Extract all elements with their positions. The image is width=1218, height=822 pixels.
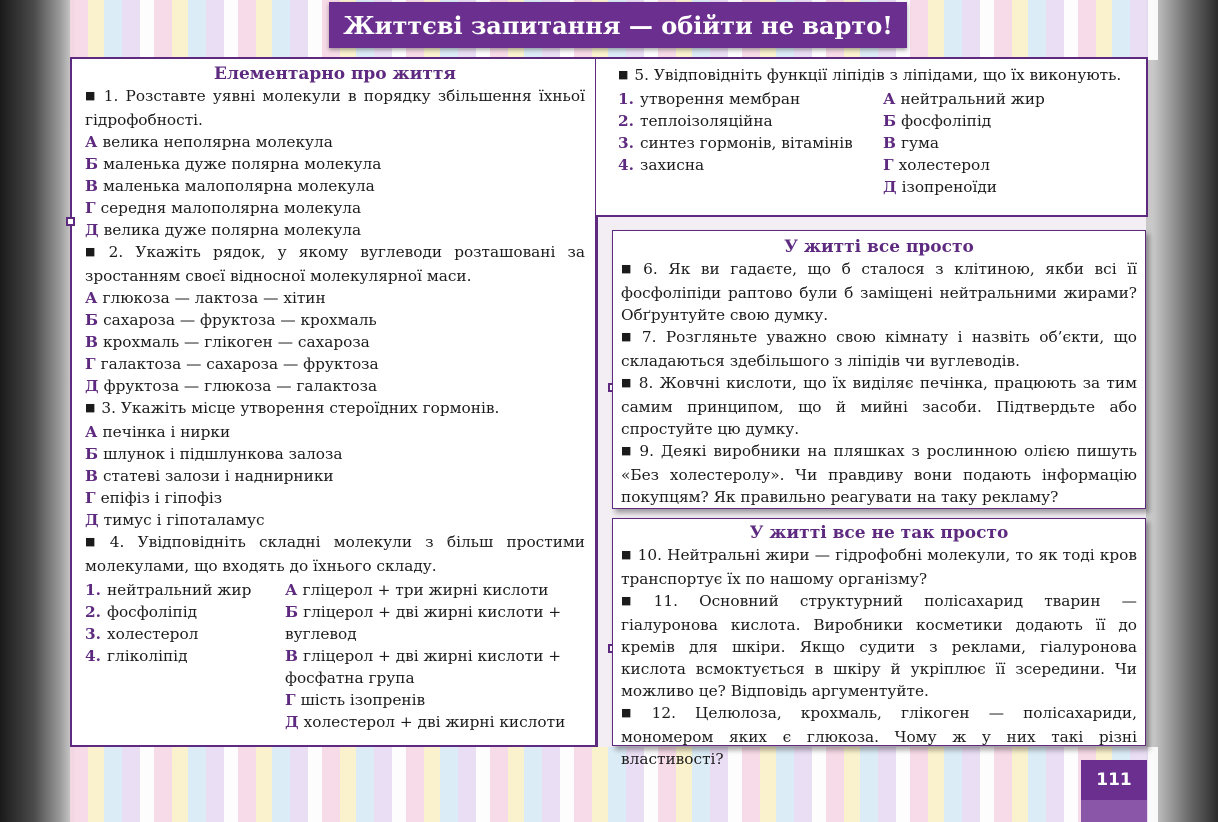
question-1: ■ 1. Розставте уявні молекули в порядку збільшення їхньої гідрофобності. xyxy=(85,85,585,131)
option: В гліцерол + дві жирні кислоти + фосфатна група xyxy=(285,647,562,687)
connector-marker xyxy=(66,217,75,226)
option: А печінка і нирки xyxy=(85,423,231,441)
option: Д холестерол + дві жирні кислоти xyxy=(285,713,566,731)
option: В статеві залози і наднирники xyxy=(85,467,334,485)
question-5: ■ 5. Увідповідніть функції ліпідів з ліпідами, що їх виконують. xyxy=(618,64,1122,88)
numbered-item: 1. нейтральний жир xyxy=(85,581,252,599)
option: Г середня малополярна молекула xyxy=(85,199,362,217)
section-heading-not-simple: У житті все не так просто xyxy=(749,523,1009,543)
option: Д фруктоза — глюкоза — галактоза xyxy=(85,377,378,395)
option: В крохмаль — глікоген — сахароза xyxy=(85,333,370,351)
option: Д тимус і гіпоталамус xyxy=(85,511,265,529)
option: Б маленька дуже полярна молекула xyxy=(85,155,382,173)
question-6: ■ 6. Як ви гадаєте, що б сталося з клітиною, якби всі її фосфоліпіди раптово були б заміщені нейтральними жирами? Обґрунтуйте свою думку. xyxy=(621,258,1137,326)
question-9: ■ 9. Деякі виробники на пляшках з рослинною олією пишуть «Без холестеролу». Чи правдиву вони подають інформацію покупцям? Як правильно реагувати на таку рекламу? xyxy=(621,440,1137,508)
box-not-simple xyxy=(612,518,1146,768)
question-7: ■ 7. Розгляньте уважно свою кімнату і назвіть об’єкти, що складаються здебільшого з ліпідів чи вуглеводів. xyxy=(621,326,1137,372)
question-11: ■ 11. Основний структурний полісахарид тварин — гіалуронова кислота. Виробники косметики додають її до кремів для шкіри. Якщо судити з реклами, гіалуронова кислота всмоктується в шкіру й укріплює її зсередини. Чи можливо це? Відповідь аргументуйте. xyxy=(621,590,1137,702)
option: А велика неполярна молекула xyxy=(85,133,333,151)
numbered-item: 4. гліколіпід xyxy=(85,647,188,665)
background-right-shade xyxy=(1146,0,1218,822)
box-question-5 xyxy=(596,57,1148,217)
q5-match-table xyxy=(618,88,1122,198)
connector-line xyxy=(596,215,616,217)
option: Б сахароза — фруктоза — крохмаль xyxy=(85,311,377,329)
q2-options xyxy=(85,287,585,397)
background-left-shade xyxy=(0,0,75,822)
q5-numbered-column xyxy=(618,88,883,198)
option: Г галактоза — сахароза — фруктоза xyxy=(85,355,379,373)
q5-letter-column xyxy=(883,88,1113,198)
box-simple xyxy=(612,230,1146,509)
page-number: 111 xyxy=(1081,760,1147,800)
numbered-item: 3. холестерол xyxy=(85,625,199,643)
option: А глюкоза — лактоза — хітин xyxy=(85,289,326,307)
question-2: ■ 2. Укажіть рядок, у якому вуглеводи розташовані за зростанням своєї відносної молекулярної маси. xyxy=(85,241,585,287)
question-10: ■ 10. Нейтральні жири — гідрофобні молекули, то як тоді кров транспортує їх по нашому організму? xyxy=(621,544,1137,590)
option: Б фосфоліпід xyxy=(883,112,992,130)
section-heading-simple: У житті все просто xyxy=(784,237,974,257)
option: Г холестерол xyxy=(883,156,990,174)
question-3: ■ 3. Укажіть місце утворення стероїдних гормонів. xyxy=(85,397,585,421)
numbered-item: 2. теплоізоляційна xyxy=(618,112,773,130)
option: Г шість ізопренів xyxy=(285,691,426,709)
q4-match-table xyxy=(85,579,585,733)
question-4: ■ 4. Увідповідніть складні молекули з більш простими молекулами, що входять до їхнього складу. xyxy=(85,531,585,577)
numbered-item: 1. утворення мембран xyxy=(618,90,801,108)
option: Г епіфіз і гіпофіз xyxy=(85,489,223,507)
option: Д ізопреноїди xyxy=(883,178,998,196)
option: Д велика дуже полярна молекула xyxy=(85,221,362,239)
page-title: Життєві запитання — обійти не варто! xyxy=(329,2,907,48)
box-elementary xyxy=(70,57,597,747)
section-heading-elementary: Елементарно про життя xyxy=(214,64,456,84)
q4-numbered-column xyxy=(85,579,285,733)
q3-options xyxy=(85,421,585,531)
option: В маленька малополярна молекула xyxy=(85,177,375,195)
question-12: ■ 12. Целюлоза, крохмаль, глікоген — полісахариди, мономером яких є глюкоза. Чому ж у них такі різні властивості? xyxy=(621,702,1137,770)
option: А гліцерол + три жирні кислоти xyxy=(285,581,549,599)
question-8: ■ 8. Жовчні кислоти, що їх виділяє печінка, працюють за тим самим принципом, що й мийні засоби. Підтвердьте або спростуйте цю думку. xyxy=(621,372,1137,440)
page-tab-decoration xyxy=(1081,800,1147,822)
option: В гума xyxy=(883,134,939,152)
option: Б шлунок і підшлункова залоза xyxy=(85,445,343,463)
option: А нейтральний жир xyxy=(883,90,1045,108)
option: Б гліцерол + дві жирні кислоти + вуглевод xyxy=(285,603,562,643)
q4-letter-column xyxy=(285,579,585,733)
connector-line xyxy=(596,215,598,747)
numbered-item: 2. фосфоліпід xyxy=(85,603,198,621)
numbered-item: 3. синтез гормонів, вітамінів xyxy=(618,134,853,152)
q1-options xyxy=(85,131,585,241)
numbered-item: 4. захисна xyxy=(618,156,705,174)
